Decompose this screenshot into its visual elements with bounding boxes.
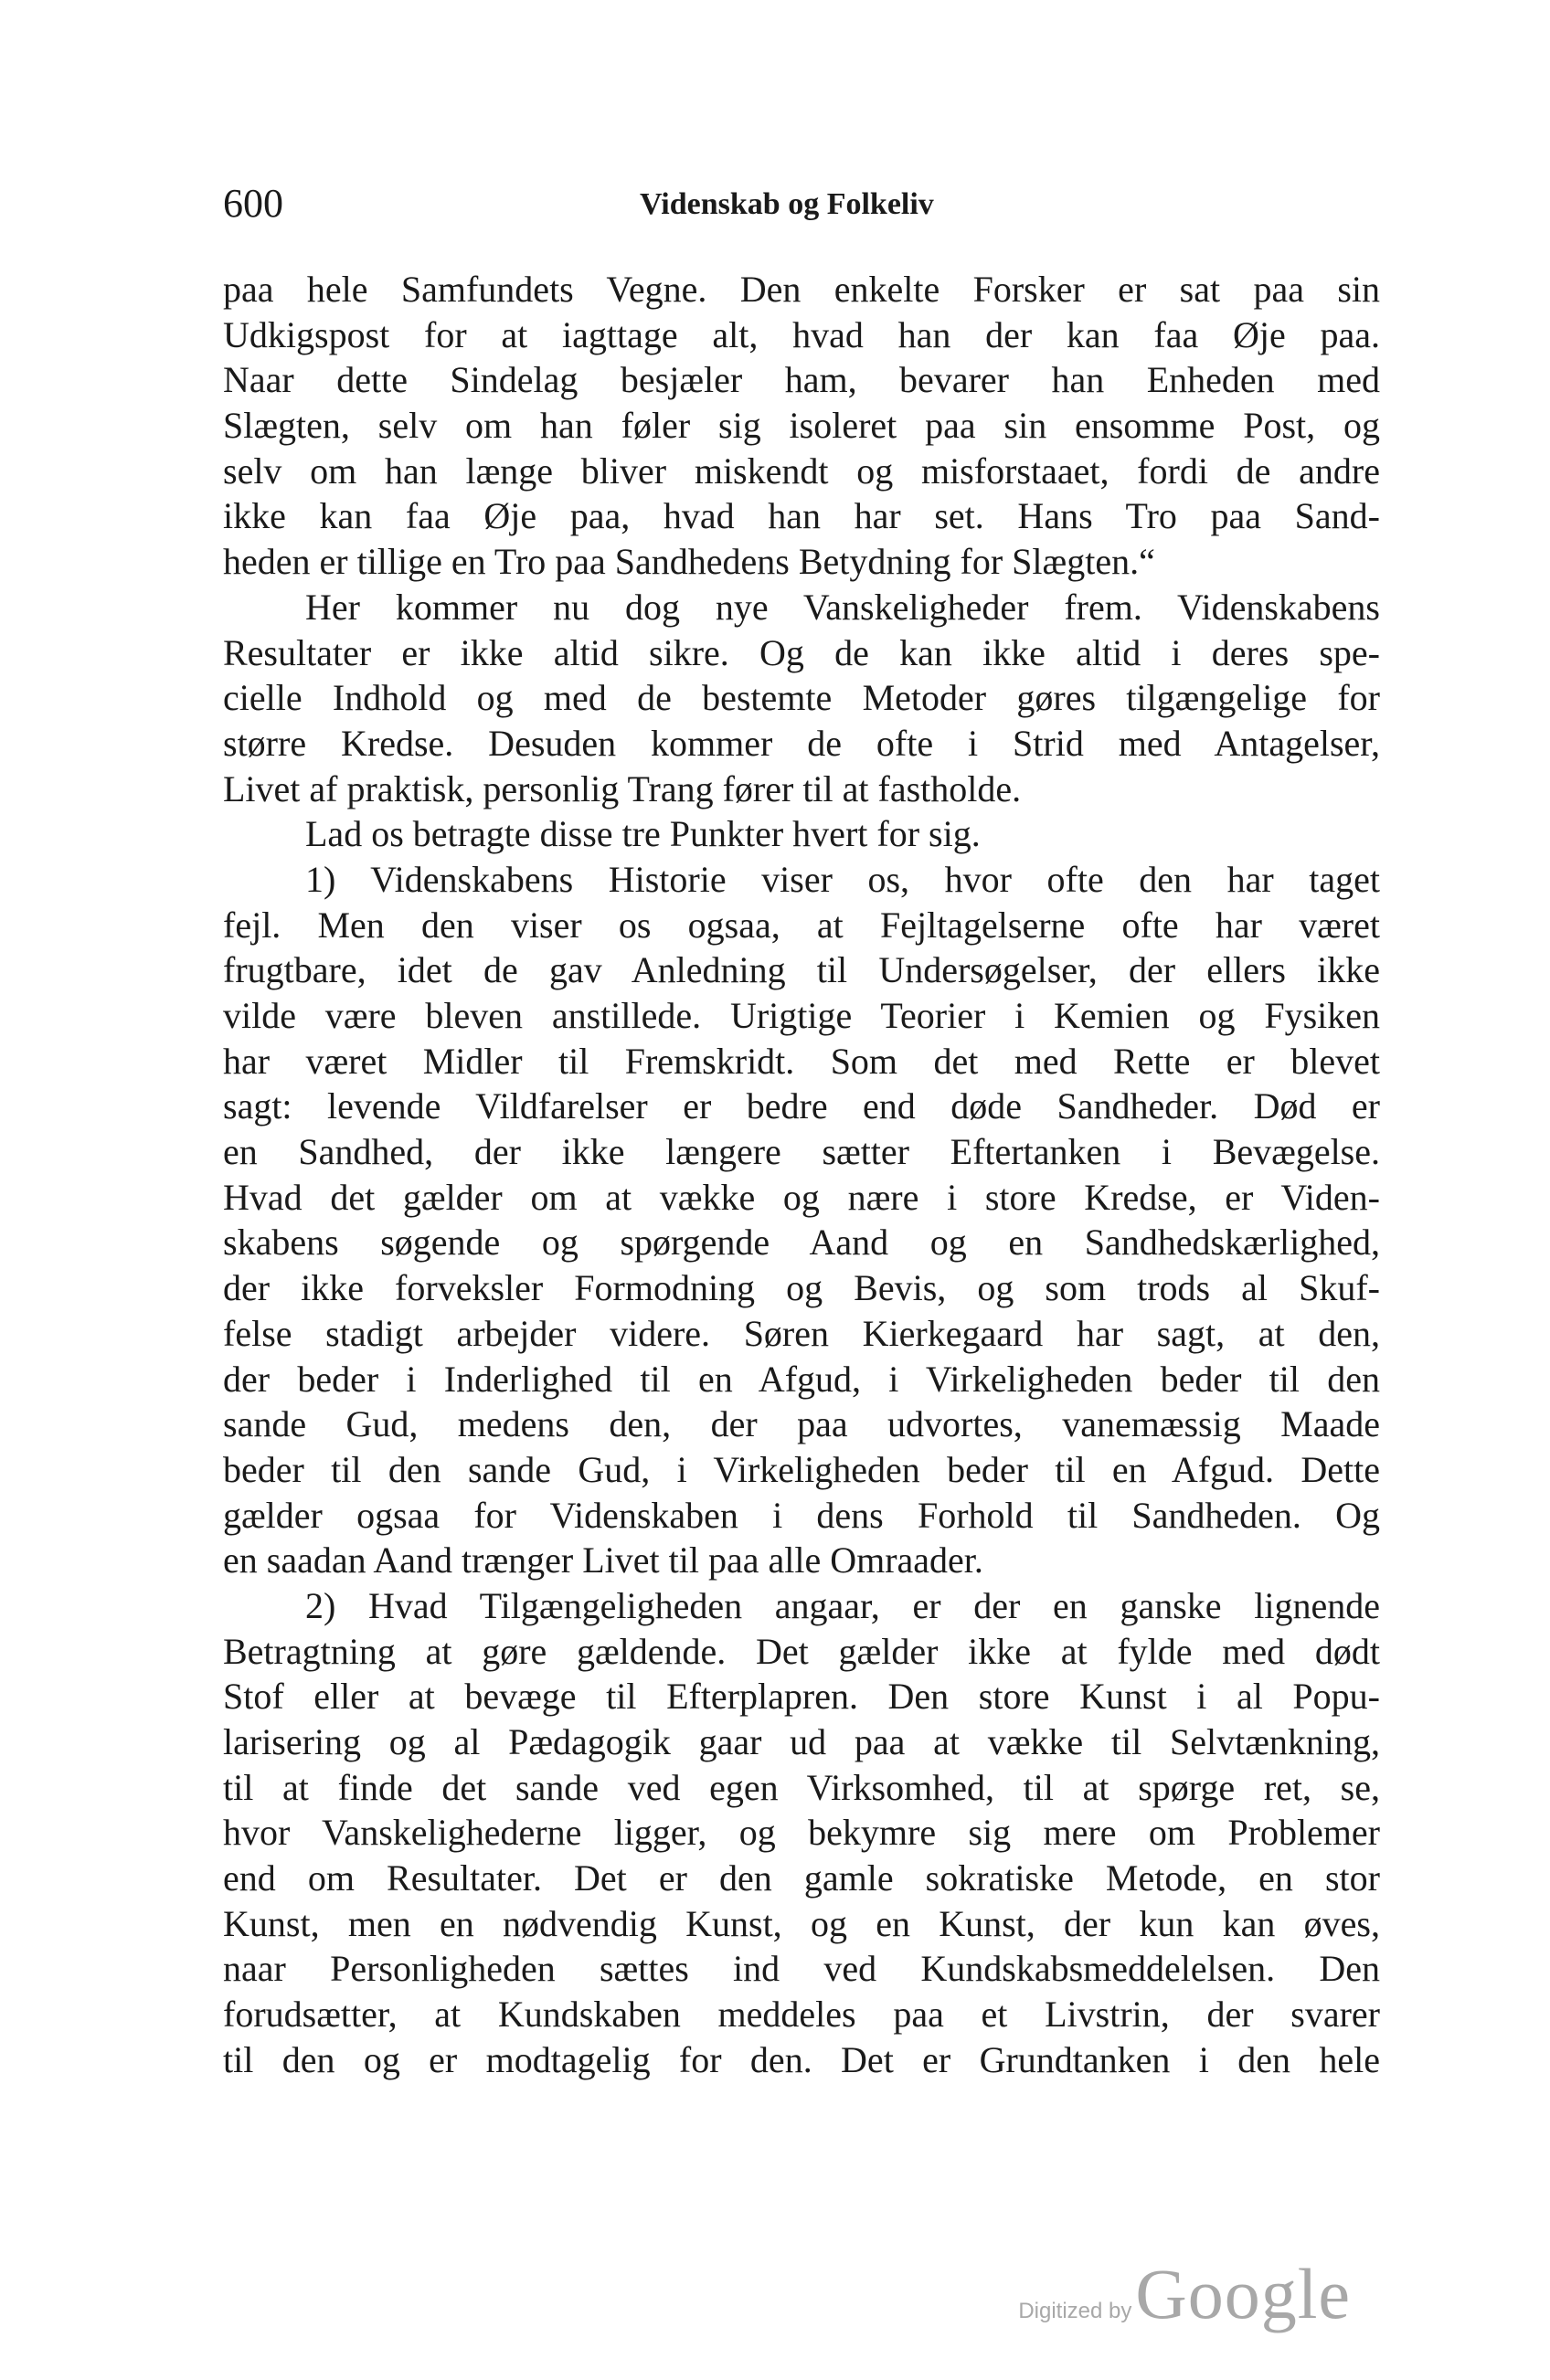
text-line: sagt: levende Vildfarelser er bedre end døde Sandheder. Død er <box>223 1085 1380 1127</box>
text-line: skabens søgende og spørgende Aand og en Sandhedskærlighed, <box>223 1222 1380 1264</box>
running-head: Videnskab og Folkeliv <box>640 187 934 221</box>
text-line: Slægten, selv om han føler sig isoleret paa sin ensomme Post, og <box>223 405 1380 447</box>
text-line: larisering og al Pædagogik gaar ud paa at vække til Selvtænkning, <box>223 1721 1380 1762</box>
text-line: felse stadigt arbejder videre. Søren Kierkegaard har sagt, at den, <box>223 1312 1380 1354</box>
text-line: til at finde det sande ved egen Virksomhed, til at spørge ret, se, <box>223 1766 1380 1808</box>
digitized-watermark <box>1018 2253 1351 2335</box>
watermark-prefix: Digitized by <box>1018 2299 1132 2323</box>
text-line: ikke kan faa Øje paa, hvad han har set. Hans Tro paa Sand- <box>223 495 1380 537</box>
text-line: cielle Indhold og med de bestemte Metoder gøres tilgængelige for <box>223 677 1380 719</box>
text-line: 2) Hvad Tilgængeligheden angaar, er der en ganske lignende <box>305 1584 1380 1626</box>
text-line: en saadan Aand trænger Livet til paa alle Omraader. <box>223 1539 983 1581</box>
text-line: hvor Vanskelighederne ligger, og bekymre sig mere om Problemer <box>223 1812 1380 1854</box>
body-text <box>223 267 1380 2083</box>
text-line: end om Resultater. Det er den gamle sokratiske Metode, en stor <box>223 1857 1380 1899</box>
text-line: selv om han længe bliver miskendt og misforstaaet, fordi de andre <box>223 450 1380 492</box>
text-line: Naar dette Sindelag besjæler ham, bevarer han Enheden med <box>223 359 1380 401</box>
text-line: Livet af praktisk, personlig Trang fører til at fastholde. <box>223 767 1022 809</box>
page-number: 600 <box>223 181 283 226</box>
text-line: gælder ogsaa for Videnskaben i dens Forhold til Sandheden. Og <box>223 1494 1380 1536</box>
text-line: sande Gud, medens den, der paa udvortes, vanemæssig Maade <box>223 1403 1380 1445</box>
text-line: Her kommer nu dog nye Vanskeligheder frem. Videnskabens <box>305 586 1380 628</box>
text-line: Kunst, men en nødvendig Kunst, og en Kunst, der kun kan øves, <box>223 1902 1380 1944</box>
text-line: Lad os betragte disse tre Punkter hvert for sig. <box>305 813 981 855</box>
text-line: Resultater er ikke altid sikre. Og de kan ikke altid i deres spe- <box>223 631 1380 673</box>
text-line: frugtbare, idet de gav Anledning til Undersøgelser, der ellers ikke <box>223 949 1380 991</box>
text-line: til den og er modtagelig for den. Det er Grundtanken i den hele <box>223 2038 1380 2080</box>
text-line: større Kredse. Desuden kommer de ofte i Strid med Antagelser, <box>223 722 1380 764</box>
text-line: Betragtning at gøre gældende. Det gælder ikke at fylde med dødt <box>223 1630 1380 1672</box>
text-line: 1) Videnskabens Historie viser os, hvor ofte den har taget <box>305 858 1380 900</box>
text-line: Stof eller at bevæge til Efterplapren. Den store Kunst i al Popu- <box>223 1676 1380 1718</box>
text-line: paa hele Samfundets Vegne. Den enkelte Forsker er sat paa sin <box>223 269 1380 310</box>
text-line: der beder i Inderlighed til en Afgud, i Virkeligheden beder til den <box>223 1358 1380 1400</box>
text-line: vilde være bleven anstillede. Urigtige Teorier i Kemien og Fysiken <box>223 995 1380 1036</box>
text-line: har været Midler til Fremskridt. Som det med Rette er blevet <box>223 1040 1380 1082</box>
text-line: beder til den sande Gud, i Virkeligheden beder til en Afgud. Dette <box>223 1448 1380 1490</box>
text-line: heden er tillige en Tro paa Sandhedens Betydning for Slægten.“ <box>223 541 1155 583</box>
text-line: der ikke forveksler Formodning og Bevis, og som trods al Skuf- <box>223 1267 1380 1309</box>
text-line: forudsætter, at Kundskaben meddeles paa et Livstrin, der svarer <box>223 1994 1380 2036</box>
text-line: en Sandhed, der ikke længere sætter Eftertanken i Bevægelse. <box>223 1131 1380 1173</box>
text-line: naar Personligheden sættes ind ved Kundskabsmeddelelsen. Den <box>223 1948 1380 1990</box>
text-line: Hvad det gælder om at vække og nære i store Kredse, er Viden- <box>223 1176 1380 1218</box>
text-line: fejl. Men den viser os ogsaa, at Fejltagelserne ofte har været <box>223 904 1380 946</box>
google-logo: Google <box>1135 2254 1351 2333</box>
text-line: Udkigspost for at iagttage alt, hvad han der kan faa Øje paa. <box>223 313 1380 355</box>
